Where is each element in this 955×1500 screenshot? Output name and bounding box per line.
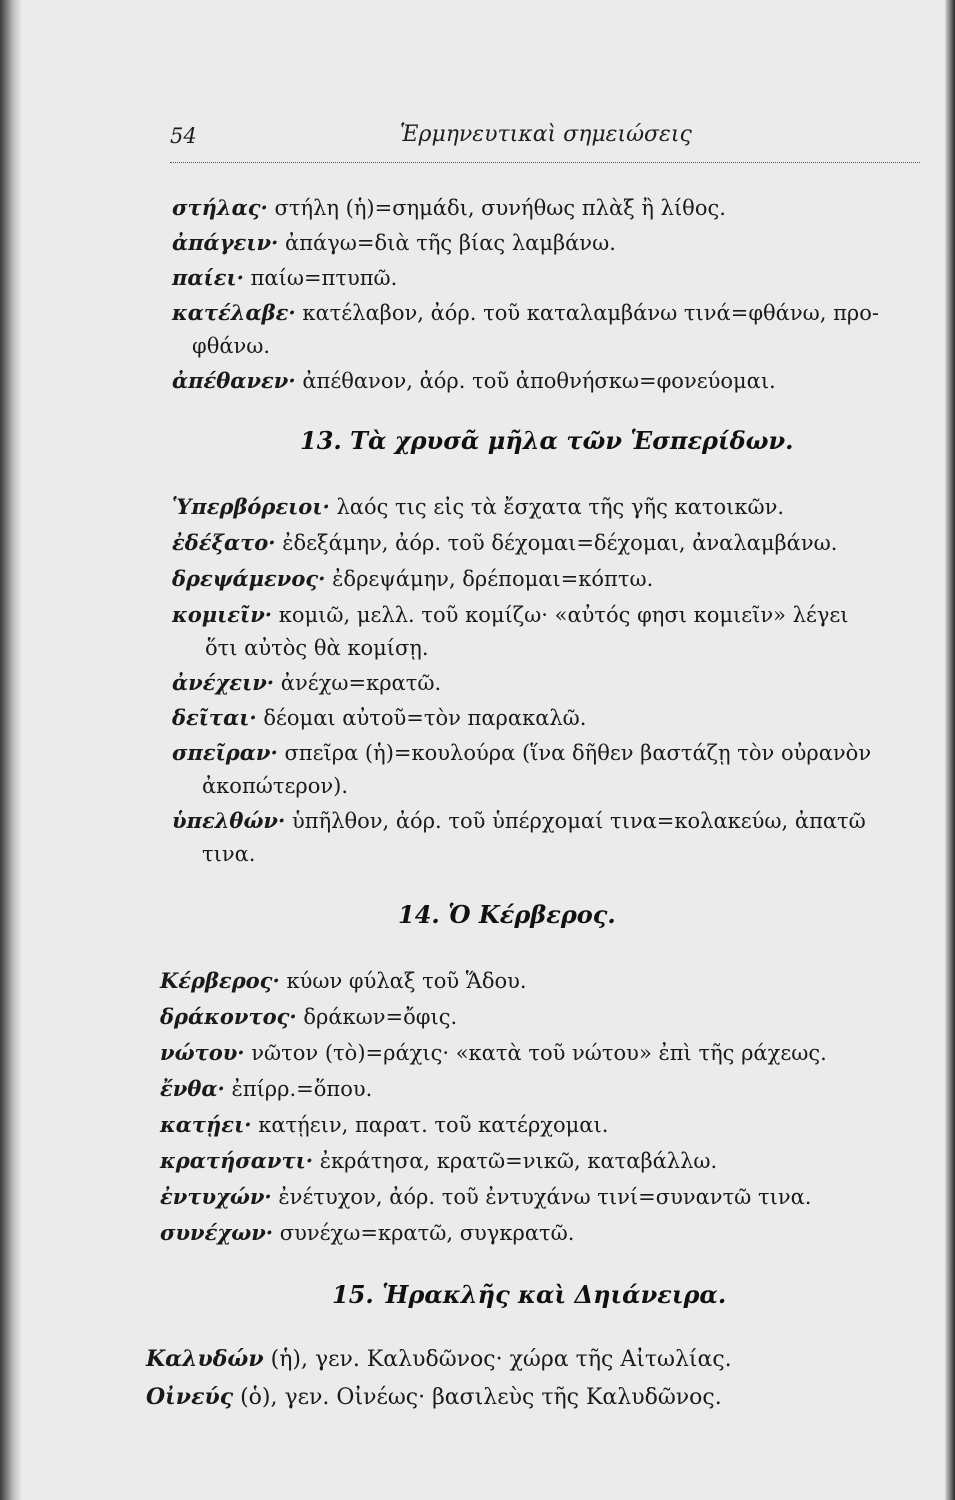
- entry-term: κρατήσαντι·: [160, 1148, 314, 1173]
- entry-definition: ἐνέτυχον, ἀόρ. τοῦ ἐντυχάνω τινί=συναντῶ τινα.: [271, 1185, 812, 1209]
- entry-definition: (ὁ), γεν. Οἰνέως· βασιλεὺς τῆς Καλυδῶνος.: [233, 1385, 722, 1410]
- running-title: Ἑρμηνευτικαὶ σημειώσεις: [400, 122, 692, 147]
- entry-term: Κέρβερος·: [160, 968, 280, 993]
- entry-entychon: [160, 1184, 811, 1209]
- entry-katelabe: [172, 300, 879, 325]
- entry-definition: ὑπῆλθον, ἀόρ. τοῦ ὑπέρχομαί τινα=κολακεύω, ἀπατῶ: [285, 809, 866, 833]
- running-header: [170, 118, 930, 168]
- page-edge-shadow-left: [0, 0, 22, 1500]
- entry-term: δράκοντος·: [160, 1004, 297, 1029]
- entry-continuation: ὅτι αὐτὸς θὰ κομίσῃ.: [205, 636, 429, 660]
- entry-term: στήλας·: [172, 195, 268, 220]
- entry-term: σπεῖραν·: [172, 740, 278, 765]
- entry-hyperboreioi: [172, 494, 784, 519]
- entry-kratesanti: [160, 1148, 717, 1173]
- entry-term: ἔνθα·: [160, 1076, 225, 1101]
- entry-definition: κύων φύλαξ τοῦ Ἅδου.: [279, 969, 527, 993]
- entry-definition: (ἡ), γεν. Καλυδῶνος· χώρα τῆς Αἰτωλίας.: [263, 1347, 732, 1372]
- entry-term: κατῄει·: [160, 1112, 252, 1137]
- entry-term: Ὑπερβόρειοι·: [172, 494, 330, 519]
- entry-definition: λαός τις εἰς τὰ ἔσχατα τῆς γῆς κατοικῶν.: [329, 495, 785, 519]
- entry-term: κατέλαβε·: [172, 300, 296, 325]
- entry-term: ἐδέξατο·: [172, 530, 276, 555]
- entry-term: συνέχων·: [160, 1220, 274, 1245]
- entry-definition: ἀπάγω=διὰ τῆς βίας λαμβάνω.: [278, 231, 616, 255]
- entry-synechon: [160, 1220, 574, 1245]
- entry-definition: στήλη (ἡ)=σημάδι, συνήθως πλὰξ ἢ λίθος.: [267, 196, 726, 220]
- page-number: 54: [170, 124, 197, 148]
- entry-term: ὑπελθών·: [172, 808, 286, 833]
- entry-term: ἀπέθανεν·: [172, 368, 296, 393]
- section-heading-13: 13. Τὰ χρυσᾶ μῆλα τῶν Ἑσπερίδων.: [300, 426, 794, 455]
- entry-apagein: [172, 230, 616, 255]
- entry-paiei: [172, 265, 397, 290]
- entry-definition: ἀνέχω=κρατῶ.: [274, 671, 442, 695]
- entry-definition: ἀπέθανον, ἀόρ. τοῦ ἀποθνήσκω=φονεύομαι.: [295, 369, 776, 393]
- entry-drepsamenos: [172, 566, 653, 591]
- entry-apethanen: [172, 368, 776, 393]
- entry-continuation: φθάνω.: [192, 334, 271, 358]
- entry-drakontos: [160, 1004, 457, 1029]
- entry-hypelthon: [172, 808, 866, 833]
- entry-komiein: [172, 602, 849, 627]
- entry-definition: δέομαι αὐτοῦ=τὸν παρακαλῶ.: [256, 706, 587, 730]
- entry-definition: κατέλαβον, ἀόρ. τοῦ καταλαμβάνω τινά=φθάνω, προ-: [295, 301, 879, 325]
- entry-kateei: [160, 1112, 608, 1137]
- entry-entha: [160, 1076, 372, 1101]
- entry-definition: ἐκράτησα, κρατῶ=νικῶ, καταβάλλω.: [313, 1149, 718, 1173]
- entry-term: νώτου·: [160, 1040, 245, 1065]
- entry-continuation: ἀκοπώτερον).: [202, 774, 348, 798]
- entry-oineus: [146, 1384, 722, 1410]
- entry-anechein: [172, 670, 441, 695]
- entry-stelas: [172, 195, 726, 220]
- entry-term: ἀνέχειν·: [172, 670, 275, 695]
- entry-term: παίει·: [172, 265, 244, 290]
- section-heading-14: 14. Ὁ Κέρβερος.: [398, 900, 616, 929]
- entry-continuation: τινα.: [202, 842, 256, 866]
- entry-speiran: [172, 740, 871, 765]
- entry-term: ἀπάγειν·: [172, 230, 279, 255]
- entry-term: Καλυδών: [146, 1346, 264, 1372]
- entry-term: Οἰνεύς: [146, 1384, 234, 1410]
- entry-definition: παίω=πτυπῶ.: [243, 266, 398, 290]
- entry-term: δρεψάμενος·: [172, 566, 326, 591]
- entry-edexato: [172, 530, 837, 555]
- entry-deitai: [172, 705, 586, 730]
- entry-definition: κομιῶ, μελλ. τοῦ κομίζω· «αὐτός φησι κομιεῖν» λέγει: [272, 603, 849, 627]
- header-rule: [170, 162, 920, 163]
- entry-definition: σπεῖρα (ἡ)=κουλούρα (ἵνα δῆθεν βαστάζῃ τὸν οὐρανὸν: [277, 741, 872, 765]
- entry-kerberos: [160, 968, 527, 993]
- entry-definition: ἐδεξάμην, ἀόρ. τοῦ δέχομαι=δέχομαι, ἀναλαμβάνω.: [275, 531, 838, 555]
- entry-definition: νῶτον (τὸ)=ράχις· «κατὰ τοῦ νώτου» ἐπὶ τῆς ράχεως.: [244, 1041, 827, 1065]
- entry-term: κομιεῖν·: [172, 602, 273, 627]
- entry-definition: κατῄειν, παρατ. τοῦ κατέρχομαι.: [251, 1113, 609, 1137]
- entry-kalydon: [146, 1346, 732, 1372]
- entry-definition: ἐδρεψάμην, δρέπομαι=κόπτω.: [325, 567, 654, 591]
- entry-definition: ἐπίρρ.=ὅπου.: [224, 1077, 373, 1101]
- page-edge-shadow-right: [945, 0, 955, 1500]
- entry-definition: συνέχω=κρατῶ, συγκρατῶ.: [273, 1221, 575, 1245]
- section-heading-15: 15. Ἡρακλῆς καὶ Δηιάνειρα.: [332, 1280, 727, 1309]
- entry-notou: [160, 1040, 827, 1065]
- entry-term: δεῖται·: [172, 705, 257, 730]
- entry-definition: δράκων=ὄφις.: [296, 1005, 458, 1029]
- entry-term: ἐντυχών·: [160, 1184, 272, 1209]
